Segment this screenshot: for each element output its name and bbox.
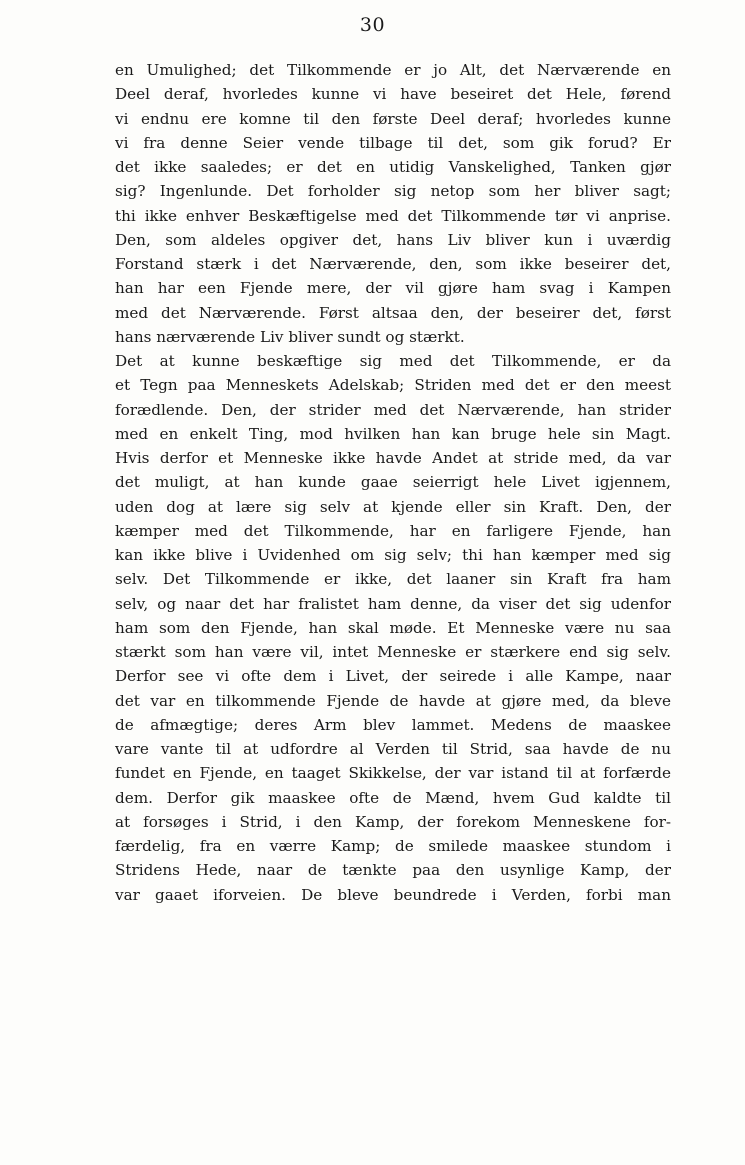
text-line: Stridens Hede, naar de tænkte paa den usynlige Kamp, der: [115, 861, 671, 880]
text-line: Derfor see vi ofte dem i Livet, der seirede i alle Kampe, naar: [115, 667, 671, 686]
text-line: dem. Derfor gik maaskee ofte de Mænd, hvem Gud kaldte til: [115, 788, 671, 807]
text-line: vare vante til at udfordre al Verden til Strid, saa havde de nu: [115, 740, 671, 758]
text-line: vi fra denne Seier vende tilbage til det, som gik forud? Er: [115, 133, 671, 152]
text-line: med en enkelt Ting, mod hvilken han kan bruge hele sin Magt.: [115, 424, 671, 443]
text-line: hans nærværende Liv bliver sundt og stærkt.: [115, 327, 465, 346]
text-line: Det at kunne beskæftige sig med det Tilkommende, er da: [115, 352, 671, 370]
text-line: Hvis derfor et Menneske ikke havde Andet at stride med, da var: [115, 449, 671, 467]
text-line: færdelig, fra en værre Kamp; de smilede maaskee stundom i: [115, 837, 671, 855]
text-line: at forsøges i Strid, i den Kamp, der forekom Menneskene for-: [115, 812, 671, 831]
text-line: fundet en Fjende, en taaget Skikkelse, der var istand til at forfærde: [115, 764, 671, 783]
text-line: vi endnu ere komne til den første Deel deraf; hvorledes kunne: [115, 109, 671, 128]
text-line: han har een Fjende mere, der vil gjøre ham svag i Kampen: [115, 279, 671, 298]
text-line: det ikke saaledes; er det en utidig Vanskelighed, Tanken gjør: [115, 158, 671, 176]
text-line: kan ikke blive i Uvidenhed om sig selv; thi han kæmper med sig: [115, 546, 671, 564]
text-line: en Umulighed; det Tilkommende er jo Alt, det Nærværende en: [115, 61, 671, 79]
text-line: stærkt som han være vil, intet Menneske er stærkere end sig selv.: [115, 643, 671, 661]
text-line: kæmper med det Tilkommende, har en farligere Fjende, han: [115, 521, 671, 540]
text-line: selv, og naar det har fralistet ham denne, da viser det sig udenfor: [115, 594, 671, 613]
text-line: uden dog at lære sig selv at kjende eller sin Kraft. Den, der: [115, 497, 671, 516]
text-line: Deel deraf, hvorledes kunne vi have beseiret det Hele, førend: [115, 85, 671, 104]
text-line: sig? Ingenlunde. Det forholder sig netop som her bliver sagt;: [115, 182, 671, 201]
body-text: [115, 58, 671, 907]
text-line: ham som den Fjende, han skal møde. Et Menneske være nu saa: [115, 618, 671, 637]
text-line: Forstand stærk i det Nærværende, den, som ikke beseirer det,: [115, 255, 671, 273]
text-line: selv. Det Tilkommende er ikke, det laaner sin Kraft fra ham: [115, 570, 671, 589]
text-line: forædlende. Den, der strider med det Nærværende, han strider: [115, 400, 671, 419]
text-line: var gaaet iforveien. De bleve beundrede i Verden, forbi man: [115, 885, 671, 904]
text-line: det muligt, at han kunde gaae seierrigt hele Livet igjennem,: [115, 473, 671, 492]
page-number: 30: [359, 14, 386, 36]
text-line: det var en tilkommende Fjende de havde at gjøre med, da bleve: [115, 691, 671, 710]
text-line: med det Nærværende. Først altsaa den, der beseirer det, først: [115, 303, 671, 322]
text-line: Den, som aldeles opgiver det, hans Liv bliver kun i uværdig: [115, 230, 671, 249]
text-line: thi ikke enhver Beskæftigelse med det Tilkommende tør vi anprise.: [115, 206, 671, 225]
text-line: de afmægtige; deres Arm blev lammet. Medens de maaskee: [115, 715, 671, 734]
text-line: et Tegn paa Menneskets Adelskab; Striden med det er den meest: [115, 376, 671, 395]
